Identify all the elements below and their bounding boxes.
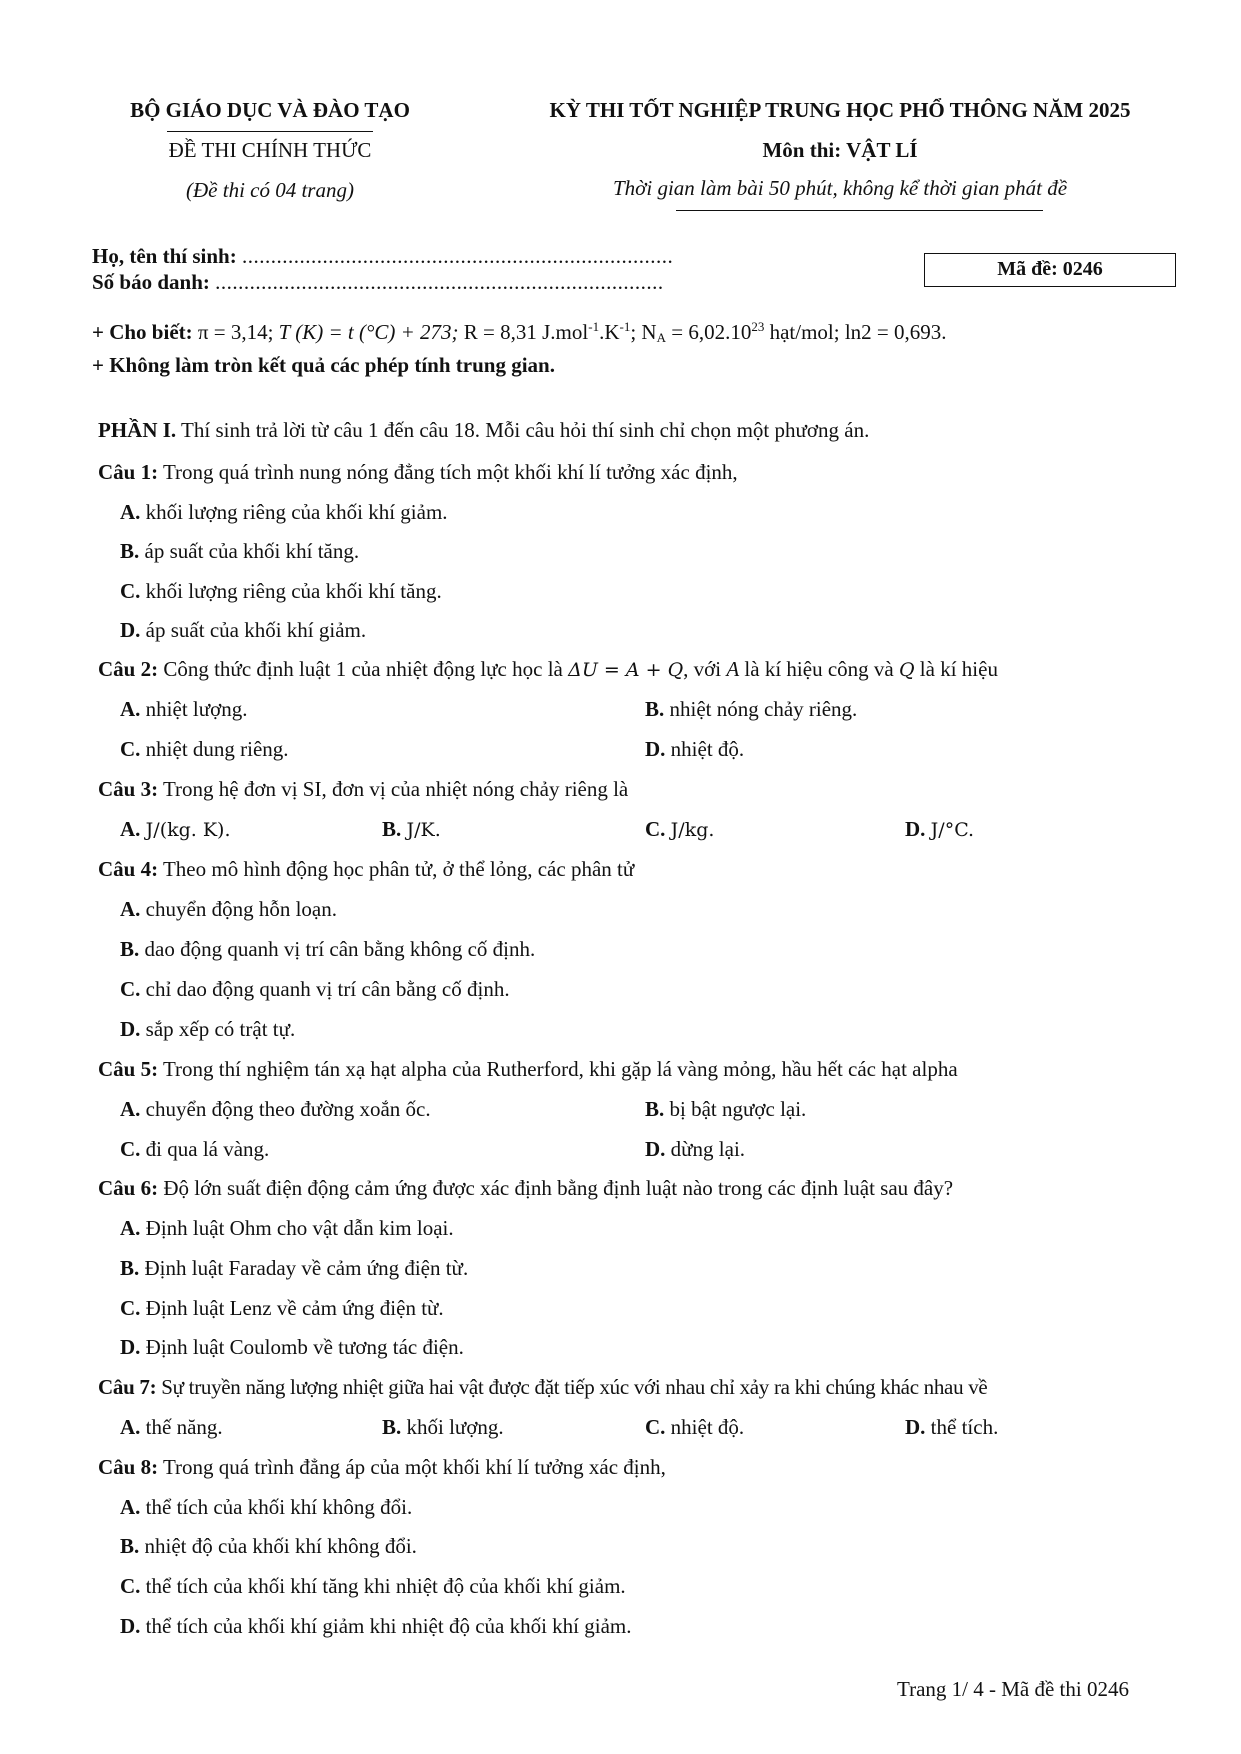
- question-text: Theo mô hình động học phân tử, ở thể lỏng, các phân tử: [162, 857, 635, 881]
- q5-option-d: [645, 1137, 745, 1162]
- option-text: J/(kg. K).: [145, 819, 231, 841]
- q8-option-c: [120, 1574, 626, 1599]
- question-label: Câu 8:: [98, 1455, 159, 1479]
- q3-option-b: [382, 817, 441, 842]
- given-na-sub: A: [656, 330, 666, 345]
- option-key: D.: [120, 1335, 141, 1359]
- option-text: nhiệt độ của khối khí không đổi.: [144, 1534, 417, 1558]
- option-text: khối lượng.: [406, 1415, 504, 1439]
- option-text: sắp xếp có trật tự.: [145, 1017, 296, 1041]
- option-text: nhiệt độ.: [670, 1415, 745, 1439]
- option-text: dao động quanh vị trí cân bằng không cố định.: [144, 937, 536, 961]
- subject-name: VẬT LÍ: [846, 138, 918, 162]
- question-3: [98, 777, 628, 802]
- q6-option-c: [120, 1296, 444, 1321]
- time-underline: [676, 210, 1043, 211]
- question-text: là kí hiệu công và: [744, 657, 894, 681]
- option-text: J/kg.: [670, 819, 715, 841]
- option-text: đi qua lá vàng.: [145, 1137, 270, 1161]
- given-r-mid: .K: [599, 320, 620, 344]
- option-key: A.: [120, 1495, 141, 1519]
- option-text: áp suất của khối khí tăng.: [144, 539, 360, 563]
- no-rounding-note: + Không làm tròn kết quả các phép tính trung gian.: [92, 353, 555, 377]
- candidate-id-dots: ..............................................................................: [215, 270, 664, 294]
- given-pi: π = 3,14;: [197, 320, 274, 344]
- option-key: B.: [645, 697, 665, 721]
- option-key: C.: [645, 817, 666, 841]
- q6-option-d: [120, 1335, 464, 1360]
- exam-code-value: 0246: [1062, 258, 1103, 280]
- option-key: A.: [120, 1097, 141, 1121]
- exam-code-box: [924, 253, 1176, 287]
- option-key: D.: [120, 1017, 141, 1041]
- q1-option-a: [120, 500, 448, 525]
- ministry-name: BỘ GIÁO DỤC VÀ ĐÀO TẠO: [130, 98, 410, 122]
- option-key: A.: [120, 1216, 141, 1240]
- q8-option-a: [120, 1495, 412, 1520]
- option-key: D.: [120, 1614, 141, 1638]
- candidate-name-dots: ...........................................................................: [241, 244, 674, 268]
- question-5: [98, 1057, 958, 1082]
- q3-option-d: [905, 817, 974, 842]
- question-6: [98, 1176, 953, 1201]
- option-key: D.: [905, 817, 926, 841]
- q1-option-b: [120, 539, 359, 564]
- option-key: A.: [120, 817, 141, 841]
- official-exam-label: ĐỀ THI CHÍNH THỨC: [168, 138, 372, 162]
- question-text: , với: [683, 657, 722, 681]
- question-text: Công thức định luật 1 của nhiệt động lực học là: [163, 657, 563, 681]
- q7-option-b: [382, 1415, 504, 1440]
- q3-option-a: [120, 817, 231, 842]
- q5-option-a: [120, 1097, 431, 1122]
- question-label: Câu 4:: [98, 857, 159, 881]
- question-1: [98, 460, 738, 485]
- option-text: thể tích của khối khí giảm khi nhiệt độ của khối khí giảm.: [145, 1614, 632, 1638]
- exam-title: KỲ THI TỐT NGHIỆP TRUNG HỌC PHỔ THÔNG NĂM 2025: [549, 98, 1131, 122]
- option-key: A.: [120, 1415, 141, 1439]
- q2-option-b: [645, 697, 857, 722]
- option-text: nhiệt nóng chảy riêng.: [669, 697, 858, 721]
- subject-line: [480, 138, 1200, 163]
- question-label: Câu 1:: [98, 460, 159, 484]
- time-note: Thời gian làm bài 50 phút, không kể thời gian phát đề: [612, 176, 1068, 200]
- given-rest: hạt/mol; ln2 = 0,693.: [764, 320, 947, 344]
- part1-heading: [98, 418, 869, 443]
- question-label: Câu 3:: [98, 777, 159, 801]
- question-8: [98, 1455, 666, 1480]
- option-text: khối lượng riêng của khối khí giảm.: [145, 500, 448, 524]
- question-text: Độ lớn suất điện động cảm ứng được xác định bằng định luật nào trong các định luật sau đây?: [163, 1176, 954, 1200]
- question-formula: ΔU = A + Q: [568, 659, 684, 681]
- option-text: áp suất của khối khí giảm.: [145, 618, 367, 642]
- option-key: C.: [120, 1574, 141, 1598]
- option-key: B.: [645, 1097, 665, 1121]
- exam-code-label: Mã đề:: [997, 258, 1058, 280]
- question-label: Câu 2:: [98, 657, 159, 681]
- question-label: Câu 5:: [98, 1057, 159, 1081]
- part1-label: PHẦN I.: [98, 418, 177, 442]
- q1-option-d: [120, 618, 366, 643]
- q3-option-c: [645, 817, 714, 842]
- option-text: chỉ dao động quanh vị trí cân bằng cố định.: [145, 977, 510, 1001]
- option-key: B.: [120, 937, 140, 961]
- q2-option-d: [645, 737, 744, 762]
- given-constants: [92, 320, 947, 345]
- q2-option-a: [120, 697, 247, 722]
- candidate-name-label: Họ, tên thí sinh:: [92, 244, 237, 268]
- option-key: A.: [120, 500, 141, 524]
- part1-instruction: Thí sinh trả lời từ câu 1 đến câu 18. Mỗi câu hỏi thí sinh chỉ chọn một phương án.: [181, 418, 870, 442]
- option-text: J/K.: [406, 819, 441, 841]
- option-key: B.: [120, 1256, 140, 1280]
- option-text: thế năng.: [145, 1415, 223, 1439]
- question-label: Câu 7:: [98, 1375, 157, 1399]
- option-key: D.: [645, 737, 666, 761]
- q8-option-d: [120, 1614, 632, 1639]
- option-key: A.: [120, 897, 141, 921]
- option-text: khối lượng riêng của khối khí tăng.: [145, 579, 442, 603]
- q7-option-a: [120, 1415, 223, 1440]
- q7-option-c: [645, 1415, 744, 1440]
- question-2: [98, 657, 998, 682]
- given-na-exp: 23: [751, 319, 765, 334]
- given-r-exp2: -1: [619, 319, 631, 334]
- ministry-underline: [167, 131, 373, 132]
- option-text: chuyển động theo đường xoắn ốc.: [145, 1097, 431, 1121]
- q6-option-a: [120, 1216, 454, 1241]
- q4-option-d: [120, 1017, 295, 1042]
- question-text: Trong quá trình nung nóng đẳng tích một khối khí lí tưởng xác định,: [162, 460, 738, 484]
- question-7: [98, 1375, 987, 1400]
- option-text: chuyển động hỗn loạn.: [145, 897, 337, 921]
- question-text: Trong quá trình đẳng áp của một khối khí lí tưởng xác định,: [162, 1455, 666, 1479]
- option-key: C.: [645, 1415, 666, 1439]
- given-na-value: = 6,02.10: [665, 320, 752, 344]
- option-text: thể tích.: [930, 1415, 999, 1439]
- option-key: C.: [120, 977, 141, 1001]
- page-footer: Trang 1/ 4 - Mã đề thi 0246: [897, 1677, 1129, 1701]
- q7-option-d: [905, 1415, 998, 1440]
- question-var: Q: [898, 659, 915, 681]
- q6-option-b: [120, 1256, 468, 1281]
- question-label: Câu 6:: [98, 1176, 159, 1200]
- question-4: [98, 857, 634, 882]
- option-key: C.: [120, 737, 141, 761]
- question-text: là kí hiệu: [919, 657, 998, 681]
- option-key: C.: [120, 1296, 141, 1320]
- q5-option-b: [645, 1097, 806, 1122]
- given-temperature: T (K) = t (°C) + 273;: [278, 320, 459, 344]
- given-r: R = 8,31 J.mol: [463, 320, 589, 344]
- candidate-id-line: [92, 270, 664, 295]
- option-text: nhiệt lượng.: [145, 697, 248, 721]
- given-na: ; N: [630, 320, 657, 344]
- question-text: Sự truyền năng lượng nhiệt giữa hai vật được đặt tiếp xúc với nhau chỉ xảy ra khi chúng khác nhau về: [161, 1375, 988, 1399]
- given-label: + Cho biết:: [92, 320, 193, 344]
- option-key: B.: [382, 817, 402, 841]
- q1-option-c: [120, 579, 442, 604]
- option-text: nhiệt dung riêng.: [145, 737, 289, 761]
- option-key: A.: [120, 697, 141, 721]
- option-key: D.: [645, 1137, 666, 1161]
- q4-option-c: [120, 977, 510, 1002]
- subject-label: Môn thi:: [762, 138, 842, 162]
- option-text: thể tích của khối khí không đổi.: [145, 1495, 413, 1519]
- question-text: Trong hệ đơn vị SI, đơn vị của nhiệt nóng chảy riêng là: [162, 777, 629, 801]
- option-text: nhiệt độ.: [670, 737, 745, 761]
- option-key: B.: [382, 1415, 402, 1439]
- question-var: A: [726, 657, 740, 681]
- q8-option-b: [120, 1534, 417, 1559]
- option-key: C.: [120, 1137, 141, 1161]
- option-text: dừng lại.: [670, 1137, 746, 1161]
- q2-option-c: [120, 737, 289, 762]
- option-key: D.: [120, 618, 141, 642]
- option-text: J/°C.: [930, 819, 975, 841]
- option-text: Định luật Lenz về cảm ứng điện từ.: [145, 1296, 444, 1320]
- option-text: Định luật Faraday về cảm ứng điện từ.: [144, 1256, 469, 1280]
- q4-option-a: [120, 897, 337, 922]
- option-key: D.: [905, 1415, 926, 1439]
- pages-note: (Đề thi có 04 trang): [186, 178, 354, 202]
- candidate-id-label: Số báo danh:: [92, 270, 210, 294]
- q5-option-c: [120, 1137, 269, 1162]
- option-key: C.: [120, 579, 141, 603]
- given-r-exp1: -1: [588, 319, 600, 334]
- q4-option-b: [120, 937, 535, 962]
- option-key: B.: [120, 539, 140, 563]
- option-key: B.: [120, 1534, 140, 1558]
- option-text: bị bật ngược lại.: [669, 1097, 807, 1121]
- option-text: Định luật Ohm cho vật dẫn kim loại.: [145, 1216, 454, 1240]
- option-text: thể tích của khối khí tăng khi nhiệt độ của khối khí giảm.: [145, 1574, 626, 1598]
- question-text: Trong thí nghiệm tán xạ hạt alpha của Rutherford, khi gặp lá vàng mỏng, hầu hết các hạt alpha: [162, 1057, 958, 1081]
- option-text: Định luật Coulomb về tương tác điện.: [145, 1335, 464, 1359]
- candidate-name-line: [92, 244, 673, 269]
